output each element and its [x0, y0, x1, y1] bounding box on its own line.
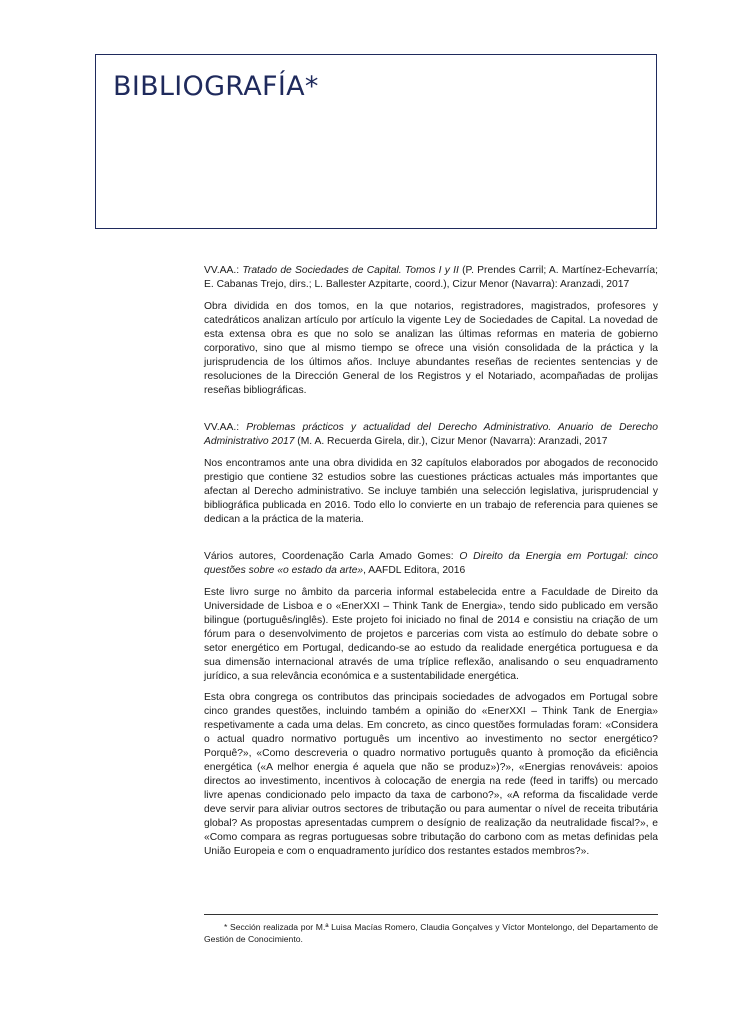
entry-publication: (M. A. Recuerda Girela, dir.), Cizur Menor (Navarra): Aranzadi, 2017 [294, 436, 608, 447]
bibliography-entry [204, 550, 658, 859]
entry-reference [204, 421, 658, 449]
entry-author: Vários autores, Coordenação Carla Amado Gomes: [204, 551, 460, 562]
page-title: BIBLIOGRAFÍA* [113, 71, 319, 102]
entry-title: Tratado de Sociedades de Capital. Tomos I y II [242, 265, 459, 276]
entry-publication: (P. Prendes Carril; A. Martínez-Echevarría; E. Cabanas Trejo, dirs.; L. Ballester Azpitarte, coord.), Cizur Menor (Navarra): Aranzadi, 2017 [204, 265, 658, 290]
entry-title: O Direito da Energia em Portugal: cinco questões sobre «o estado da arte» [204, 551, 658, 576]
footnote [204, 914, 658, 945]
title-box [95, 54, 657, 229]
footnote-text: Sección realizada por M.ª Luisa Macías Romero, Claudia Gonçalves y Víctor Montelongo, del Departamento de Gestión de Conocimiento. [204, 922, 658, 944]
entry-author: VV.AA.: [204, 265, 243, 276]
bibliography-list [204, 264, 658, 882]
entry-publication: , AAFDL Editora, 2016 [363, 565, 466, 576]
bibliography-entry [204, 421, 658, 527]
entry-description: Esta obra congrega os contributos das principais sociedades de advogados em Portugal sobre cinco grandes questões, incluindo também a opinião do «EnerXXI – Think Tank de Energia» respetivamente a cada uma delas. Em concreto, as cinco questões formuladas foram: «Considera o actual quadro normativo português um incentivo ao investimento no sector energético? Porquê?», «Como descreveria o quadro normativo português quanto à promoção da eficiência energética («A melhor energia é aquela que não se produz»)?», «Energias renováveis: apoios directos ao investimento, incentivos à colocação de energia na rede (feed in tariffs) ou mercado livre apenas condicionado pelo impacto da taxa de carbono?», «A reforma da fiscalidade verde deve servir para aliviar outros sectores de tributação ou para aumentar o nível de receita tributária global? As propostas apresentadas cumprem o desígnio de realização da neutralidade fiscal?», e «Como compara as regras portuguesas sobre tributação do carbono com as metas definidas pela União Europeia e com o enquadramento jurídico dos restantes estados membros?». [204, 692, 658, 857]
entry-description: Nos encontramos ante una obra dividida en 32 capítulos elaborados por abogados de reconocido prestigio que contiene 32 estudios sobre las cuestiones prácticas actuales más importantes que afectan al Derecho administrativo. Se incluye también una selección legislativa, jurisprudencial y bibliográfica publicada en 2016. Todo ello lo convierte en un trabajo de referencia para quienes se dedican a la práctica de la materia. [204, 458, 658, 525]
footnote-mark: * [224, 922, 228, 932]
entry-reference [204, 264, 658, 292]
entry-description: Obra dividida en dos tomos, en la que notarios, registradores, magistrados, profesores y catedráticos analizan artículo por artículo la vigente Ley de Sociedades de Capital. La novedad de esta extensa obra es que no solo se analizan las últimas reformas en materia de gobierno corporativo, sino que al mismo tiempo se ofrece una visión consolidada de la práctica y la jurisprudencia de los últimos años. Incluye abundantes reseñas de recientes sentencias y de resoluciones de la Dirección General de los Registros y el Notariado, acompañadas de prolijas reseñas bibliográficas. [204, 301, 658, 396]
entry-author: VV.AA.: [204, 422, 247, 433]
entry-reference [204, 550, 658, 578]
entry-title: Problemas prácticos y actualidad del Derecho Administrativo. Anuario de Derecho Administrativo 2017 [204, 422, 658, 447]
bibliography-entry [204, 264, 658, 398]
entry-description: Este livro surge no âmbito da parceria informal estabelecida entre a Faculdade de Direito da Universidade de Lisboa e o «EnerXXI – Think Tank de Energia», tendo sido publicado em versão bilingue (português/inglês). Este projeto foi iniciado no final de 2014 e consistiu na criação de um fórum para o desenvolvimento de projetos e parcerias com vista ao estímulo do debate sobre o setor energético em Portugal, dedicando-se ao estudo da realidade energética portuguesa e da sua dimensão internacional através de uma tríplice reflexão, analisando o seu enquadramento jurídico, a sua relevância económica e a sustentabilidade energética. [204, 587, 658, 682]
